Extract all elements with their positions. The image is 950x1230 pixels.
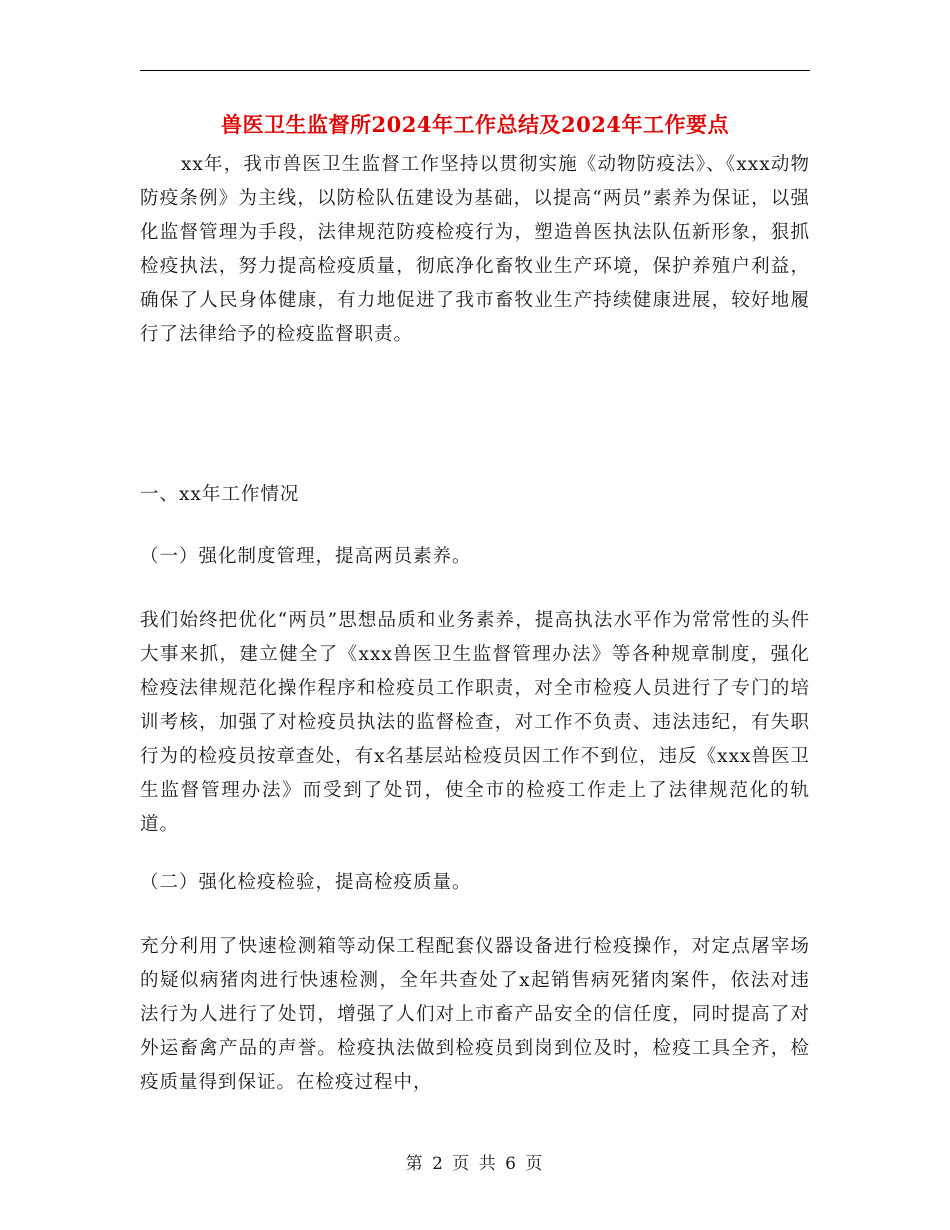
page-number: 第 2 页 共 6 页 bbox=[405, 1154, 545, 1174]
subsection-heading-2: （二）强化检疫检验，提高检疫质量。 bbox=[140, 872, 472, 893]
subsection-heading-1: （一）强化制度管理，提高两员素养。 bbox=[140, 546, 472, 567]
section-heading: 一、xx年工作情况 bbox=[140, 484, 300, 505]
document-title: 兽医卫生监督所2024年工作总结及2024年工作要点 bbox=[221, 112, 729, 137]
header-rule bbox=[140, 70, 810, 71]
subsection-body-1: 我们始终把优化“两员”思想品质和业务素养，提高执法水平作为常常性的头件大事来抓，建立健全了《xxx兽医卫生监督管理办法》等各种规章制度，强化检疫法律规范化操作程序和检疫员工作职责，对全市检疫人员进行了专门的培训考核，加强了对检疫员执法的监督检查，对工作不负责、违法违纪，有失职行为的检疫员按章查处，有x名基层站检疫员因工作不到位，违反《xxx兽医卫生监督管理办法》而受到了处罚，使全市的检疫工作走上了法律规范化的轨道。 bbox=[140, 610, 810, 835]
subsection-body-2: 充分利用了快速检测箱等动保工程配套仪器设备进行检疫操作，对定点屠宰场的疑似病猪肉进行快速检测，全年共查处了x起销售病死猪肉案件，依法对违法行为人进行了处罚，增强了人们对上市畜产品安全的信任度，同时提高了对外运畜禽产品的声誉。检疫执法做到检疫员到岗到位及时，检疫工具全齐，检疫质量得到保证。在检疫过程中， bbox=[140, 936, 810, 1093]
intro-paragraph: xx年，我市兽医卫生监督工作坚持以贯彻实施《动物防疫法》、《xxx动物防疫条例》为主线，以防检队伍建设为基础，以提高“两员”素养为保证，以强化监督管理为手段，法律规范防疫检疫行为，塑造兽医执法队伍新形象，狠抓检疫执法，努力提高检疫质量，彻底净化畜牧业生产环境，保护养殖户利益，确保了人民身体健康，有力地促进了我市畜牧业生产持续健康进展，较好地履行了法律给予的检疫监督职责。 bbox=[140, 154, 810, 345]
